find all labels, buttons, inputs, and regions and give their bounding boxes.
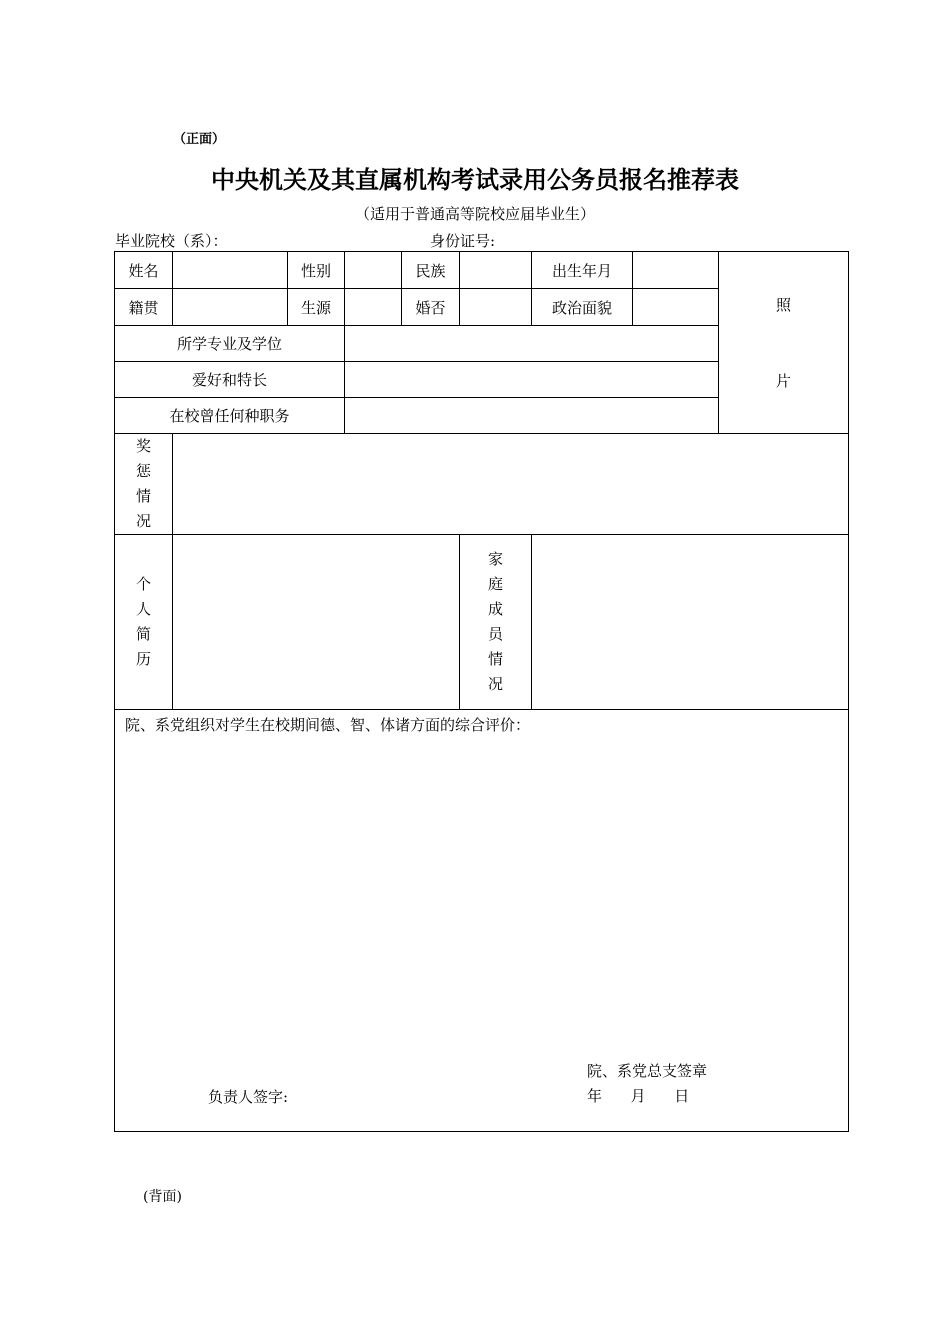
family-label: 家庭成员情况 [487,550,503,693]
position-label: 在校曾任何种职务 [115,398,345,434]
school-label: 毕业院校（系）： [115,232,228,250]
ethnicity-label: 民族 [402,252,460,289]
resume-field[interactable] [173,535,460,710]
evaluation-section[interactable] [115,710,849,1132]
political-status-label: 政治面貌 [532,289,633,326]
major-label: 所学专业及学位 [115,326,345,362]
birth-date-label: 出生年月 [532,252,633,289]
awards-field[interactable] [173,434,849,535]
page-subtitle: （适用于普通高等院校应届毕业生） [354,205,595,223]
signer-label: 负责人签字: [208,1088,289,1106]
gender-field[interactable] [345,252,402,289]
date-label: 年 月 日 [587,1087,690,1105]
name-field[interactable] [173,252,288,289]
page-title: 中央机关及其直属机构考试录用公务员报名推荐表 [211,166,739,194]
resume-label-cell [115,535,173,710]
awards-label-cell [115,434,173,535]
seal-label: 院、系党总支签章 [587,1062,708,1080]
marital-label: 婚否 [402,289,460,326]
resume-label: 个人简历 [135,575,151,668]
native-place-field[interactable] [173,289,288,326]
hobby-label: 爱好和特长 [115,362,345,398]
origin-label: 生源 [288,289,345,326]
front-side-label: （正面） [173,132,226,147]
family-field[interactable] [532,535,849,710]
hobby-field[interactable] [345,362,719,398]
native-place-label: 籍贯 [115,289,173,326]
photo-box[interactable] [719,252,849,434]
back-side-label: (背面) [143,1189,182,1205]
political-status-field[interactable] [633,289,719,326]
photo-label-2: 片 [775,371,791,390]
photo-label-1: 照 [775,295,791,314]
id-number-label: 身份证号: [430,232,496,250]
position-field[interactable] [345,398,719,434]
awards-label: 奖惩情况 [135,437,151,530]
name-label: 姓名 [115,252,173,289]
registration-form [114,251,849,1132]
family-label-cell [460,535,532,710]
ethnicity-field[interactable] [460,252,532,289]
major-field[interactable] [345,326,719,362]
origin-field[interactable] [345,289,402,326]
birth-date-field[interactable] [633,252,719,289]
evaluation-heading: 院、系党组织对学生在校期间德、智、体诸方面的综合评价： [125,716,531,734]
marital-field[interactable] [460,289,532,326]
gender-label: 性别 [288,252,345,289]
